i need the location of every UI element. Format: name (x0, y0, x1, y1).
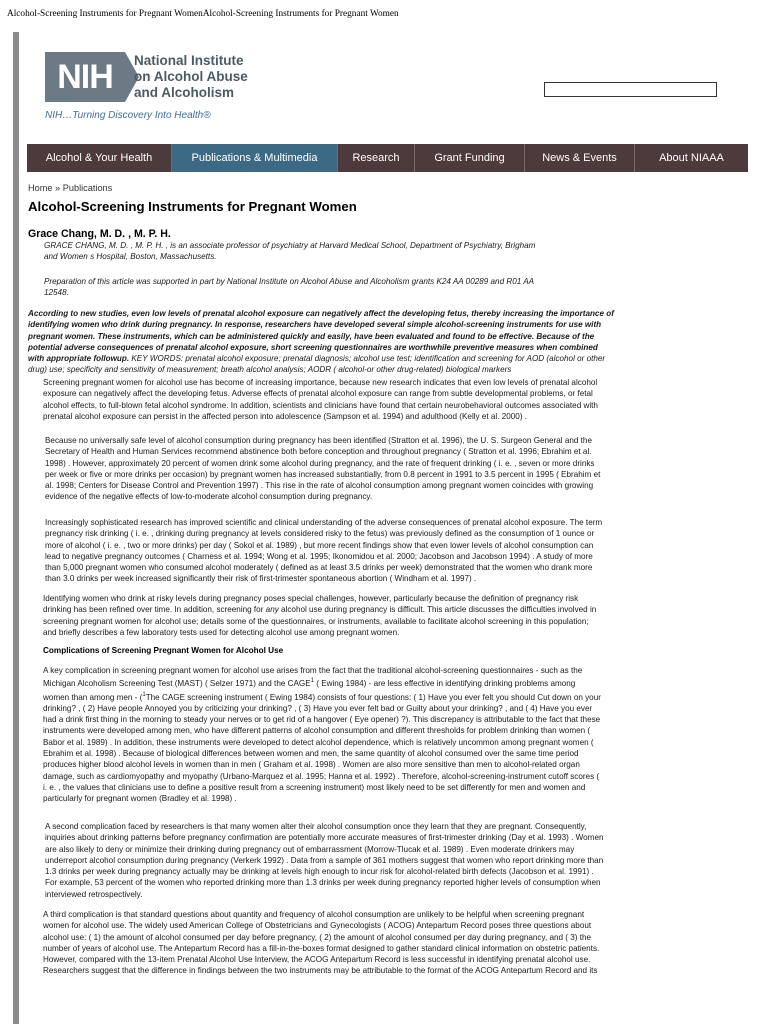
text-line: had a drink first thing in the morning to steady your nerves or to get rid of a hangover ( Eye opener) ?). This discrepancy is attributable to the fact that these (43, 715, 601, 725)
text-line: 12548. (44, 288, 69, 298)
body-paragraph-3 (45, 517, 602, 585)
logo-tagline: NIH…Turning Discovery Into Health® (45, 110, 211, 121)
body-paragraph-5 (43, 665, 601, 805)
text-fragment: women than among men - ( (43, 692, 143, 702)
text-line: A third complication is that standard questions about quantity and frequency of alcohol consumption are unlikely to be helpful when screening pregnant (43, 910, 585, 919)
text-line: Ebrahim et al. 1998) . Because of biological differences between women and men, the same quantity of alcohol consumed over the same time period (43, 749, 579, 759)
text-line: Screening pregnant women for alcohol use has become of increasing importance, because new research indicates that even low levels of prenatal alcohol (43, 378, 598, 387)
text-line: Because no universally safe level of alcohol consumption during pregnancy has been identified (Stratton et al. 1996), the U. S. Surgeon General and the (45, 436, 592, 445)
text-line: For example, 53 percent of the women who reported drinking more than 1.3 drinks per week during pregnancy reported higher levels of consumption when (45, 878, 601, 888)
text-line: Preparation of this article was supported in part by National Institute on Alcohol Abuse and Alcoholism grants K24 AA 00289 and R01 AA (44, 277, 535, 286)
text-line: Researchers suggest that the difference in findings between the two instruments may be attributable to the format of the ACOG Antepartum Record and its (43, 966, 598, 976)
text-fragment: The CAGE screening instrument ( Ewing 1984) consists of four questions: ( 1) Have you ever felt you should Cut down on your (145, 692, 601, 702)
browser-title: Alcohol-Screening Instruments for Pregnant WomenAlcohol-Screening Instruments for Pregnant Women (7, 9, 399, 19)
emphasis-any: any (265, 605, 279, 615)
text-line: alcohol effects, to full-blown fetal alcohol syndrome. In addition, scientists and clinicians have found that certain neurobehavioral outcomes associated with (43, 400, 598, 410)
nav-item-research[interactable]: Research (338, 144, 415, 172)
text-line: alcohol use: ( 1) the amount of alcohol consumed per day before pregnancy, ( 2) the amount of alcohol consumed per day during pregnancy, and ( 3) the (43, 932, 592, 942)
text-line: Babor et al. 1989) . In addition, these instruments were developed to detect alcohol dependence, which is relatively uncommon among pregnant women ( (43, 737, 594, 747)
text-fragment: Michigan Alcoholism Screening Test (MAST) ( Selzer 1971) and the CAGE (43, 679, 311, 689)
author-bio (44, 240, 535, 263)
page-title: Alcohol-Screening Instruments for Pregnant Women (28, 199, 357, 214)
text-line: exposure can negatively affect the developing fetus. Adverse effects of prenatal alcohol exposure can range from subtle developmental problems, or fetal (43, 389, 593, 399)
text-line (43, 692, 601, 703)
text-line: However, compared with the 13-item Prenatal Alcohol Use Interview, the ACOG Antepartum Record is less successful in identifying prenatal alcohol use. (43, 955, 591, 965)
text-line: 1.3 drinks per week during pregnancy actually may be drinking at levels high enough to incur risk for alcohol-related birth defects (Jacobson et al. 1991) . (45, 867, 594, 877)
logo-line-2: on Alcohol Abuse (134, 69, 248, 85)
abstract-line: drug) use; specificity and sensitivity of measurement; breath alcohol analysis; AODR ( alcohol-or other drug-related) biological markers (28, 365, 512, 375)
text-line: number of years of alcohol use. The Antepartum Record has a fill-in-the-boxes format designed to gather standard clinical information on obstetric patients. (43, 943, 600, 953)
text-line: Identifying women who drink at risky levels during pregnancy poses special challenges, however, particularly because the definition of pregnancy risk (43, 594, 579, 603)
search-input[interactable] (544, 82, 717, 97)
text-line: pregnancy risk drinking ( i. e. , drinking during pregnancy at levels considered risky to the fetus) was previously defined as the consumption of 1 ounce or (45, 529, 595, 539)
grant-note (44, 276, 534, 299)
text-line: and briefly describes a few laboratory tests used for detecting alcohol use among pregnant women. (43, 627, 400, 637)
abstract-line: identifying women who drink during pregnancy. In response, researchers have developed several simple alcohol-screening instruments for use with (28, 320, 602, 330)
text-line: are also likely to deny or minimize their drinking during pregnancy out of embarrassment (Morrow-Tlucak et al. 1989) . Even moderate drinkers may (45, 844, 575, 854)
keywords-fragment: KEY WORDS: prenatal alcohol exposure; prenatal diagnosis; alcohol use test; identification and screening for AOD (alcohol or other (129, 354, 606, 364)
body-paragraph-7 (43, 909, 599, 977)
nav-item-publications-multimedia[interactable]: Publications & Multimedia (172, 144, 338, 172)
text-line: more of alcohol ( i. e. , two or more drinks) per day ( Sokol et al. 1989) , but more recent findings show that even lower levels of alcohol consumption can (45, 540, 594, 550)
nav-item-about-niaaa[interactable]: About NIAAA (659, 152, 724, 164)
text-line: and Women s Hospital, Boston, Massachusetts. (44, 252, 217, 262)
abstract (28, 308, 614, 376)
text-fragment: alcohol use during pregnancy is difficult. This article discusses the difficulties involved in (278, 605, 597, 615)
text-line: screening pregnant women for alcohol use; details some of the questionnaires, or instruments, available to facilitate alcohol screening in this population; (43, 616, 589, 626)
nav-item-grant-funding[interactable]: Grant Funding (415, 144, 525, 172)
text-line: produces higher blood alcohol levels in women than in men ( Graham et al. 1998) . Women are also more sensitive than men to alcohol-related organ (43, 760, 580, 770)
nav-item-alcohol-your-health[interactable]: Alcohol & Your Health (27, 144, 172, 172)
text-line: A key complication in screening pregnant women for alcohol use arises from the fact that the traditional alcohol-screening questionnaires - such as the (43, 666, 583, 675)
abstract-line: pregnant women. These instruments, which can be administered quickly and easily, have been evaluated and found to be effective. Because of the (28, 331, 595, 341)
text-line: damage, such as cardiomyopathy and myopathy (Urbano-Marquez et al. 1995; Hanna et al. 1992) . Therefore, alcohol-screening-instrument cutoff scores ( (43, 771, 600, 781)
text-line: instruments were developed among men, who have different patterns of alcohol consumption and different thresholds for problem drinking than women ( (43, 726, 591, 736)
logo-wordmark (134, 53, 248, 102)
text-line: A second complication faced by researchers is that many women alter their alcohol consumption once they learn that they are pregnant. Consequently, (45, 822, 587, 831)
abstract-line (28, 353, 614, 364)
text-line: al. 1998; Centers for Disease Control and Prevention 1997) . This rise in the rate of alcohol consumption among pregnant women coincides with growing (45, 481, 594, 491)
text-line: than 3.0 drinks per week increased significantly their risk of first-trimester spontaneous abortion ( Windham et al. 1997) . (45, 574, 477, 584)
body-paragraph-2 (45, 435, 600, 503)
text-line: lead to negative pregnancy outcomes ( Charness et al. 1994; Wong et al. 1995; Ikonomidou et al. 2000; Jacobson and Jacobson 1994) . A study of more (45, 551, 593, 561)
author-name: Grace Chang, M. D. , M. P. H. (28, 228, 171, 240)
breadcrumb[interactable]: Home » Publications (28, 183, 113, 193)
text-line: prenatal alcohol exposure can persist in the affected person into adolescence (Sampson et al. 1994) and adulthood (Kelly et al. 2000) . (43, 411, 528, 421)
text-line: GRACE CHANG, M. D. , M. P. H. , is an associate professor of psychiatry at Harvard Medical School, Department of Psychiatry, Brigham (44, 241, 536, 250)
text-fragment: ( Ewing 1984) - are less effective in identifying drinking problems among (313, 679, 576, 689)
text-line: drinking? , ( 2) Have people Annoyed you by criticizing your drinking? , ( 3) Have you ever felt bad or Guilty about your drinking? , and ( 4) Have you ever (43, 703, 593, 713)
text-line: underreport alcohol consumption during pregnancy (Verkerk 1992) . Data from a sample of 361 mothers suggest that women who report drinking more than (45, 855, 604, 865)
body-paragraph-1 (43, 377, 598, 422)
nih-logo[interactable] (45, 52, 255, 102)
section-heading: Complications of Screening Pregnant Women for Alcohol Use (43, 646, 284, 655)
text-line (43, 678, 601, 689)
footnote-ref[interactable]: 1 (310, 678, 314, 685)
nav-item-news-events[interactable]: News & Events (525, 144, 635, 172)
left-sidebar-rule (13, 32, 19, 1024)
abstract-line: According to new studies, even low levels of prenatal alcohol exposure can negatively affect the developing fetus, thereby increasing the importance of (28, 309, 614, 318)
text-line: i. e. , the values that clinicians use to define a positive result from a screening instrument) most likely need to be set differently for men and women and (43, 782, 586, 792)
text-line: than 5,000 pregnant women who consumed alcohol moderately ( defined as at least 3.5 drinks per week) demonstrated that the women who drank more (45, 563, 593, 573)
text-line: particularly for pregnant women (Bradley et al. 1998) . (43, 794, 237, 804)
footnote-marker: 1 (142, 691, 146, 698)
text-fragment: drinking has been refined over time. In addition, screening for (43, 605, 266, 615)
nih-logo-mark: NIH (45, 52, 125, 102)
text-line: interviewed retrospectively. (45, 889, 143, 899)
text-line: inquiries about drinking patterns before pregnancy confirmation are potentially more accurate measures of first-trimester drinking (Day et al. 1993) . Women (45, 833, 604, 843)
logo-line-1: National Institute (134, 53, 244, 68)
main-nav (27, 144, 748, 172)
text-line: 1998) . However, approximately 20 percent of women drink some alcohol during pregnancy, and the rate of frequent drinking ( i. e. , seven or more drinks (45, 458, 595, 468)
text-line: Increasingly sophisticated research has improved scientific and clinical understanding of the adverse consequences of prenatal alcohol exposure. The term (45, 518, 603, 527)
body-paragraph-6 (45, 821, 603, 900)
abstract-line: potential adverse consequences of prenatal alcohol exposure, short screening questionnaires are worthwhile preventive measures when combined (28, 342, 598, 352)
body-paragraph-4 (43, 593, 596, 638)
text-line: per week or five or more drinks per occasion) by pregnant women has increased substantially, from 0.8 percent in 1991 to 3.5 percent in 1995 ( Ebrahim et (45, 469, 601, 479)
abstract-bold-fragment: with appropriate followup. (28, 354, 130, 364)
logo-line-3: and Alcoholism (134, 85, 235, 101)
text-line: evidence of the negative effects of low-to-moderate alcohol consumption during pregnancy. (45, 492, 373, 502)
text-line: women for alcohol use. The widely used American College of Obstetricians and Gynecologists ( ACOG) Antepartum Record poses three questions about (43, 921, 592, 931)
text-line (43, 604, 596, 615)
text-line: Secretary of Health and Human Services recommend abstinence both before conception and throughout pregnancy ( Stratton et al. 1996; Ebrahim et al. (45, 447, 592, 457)
